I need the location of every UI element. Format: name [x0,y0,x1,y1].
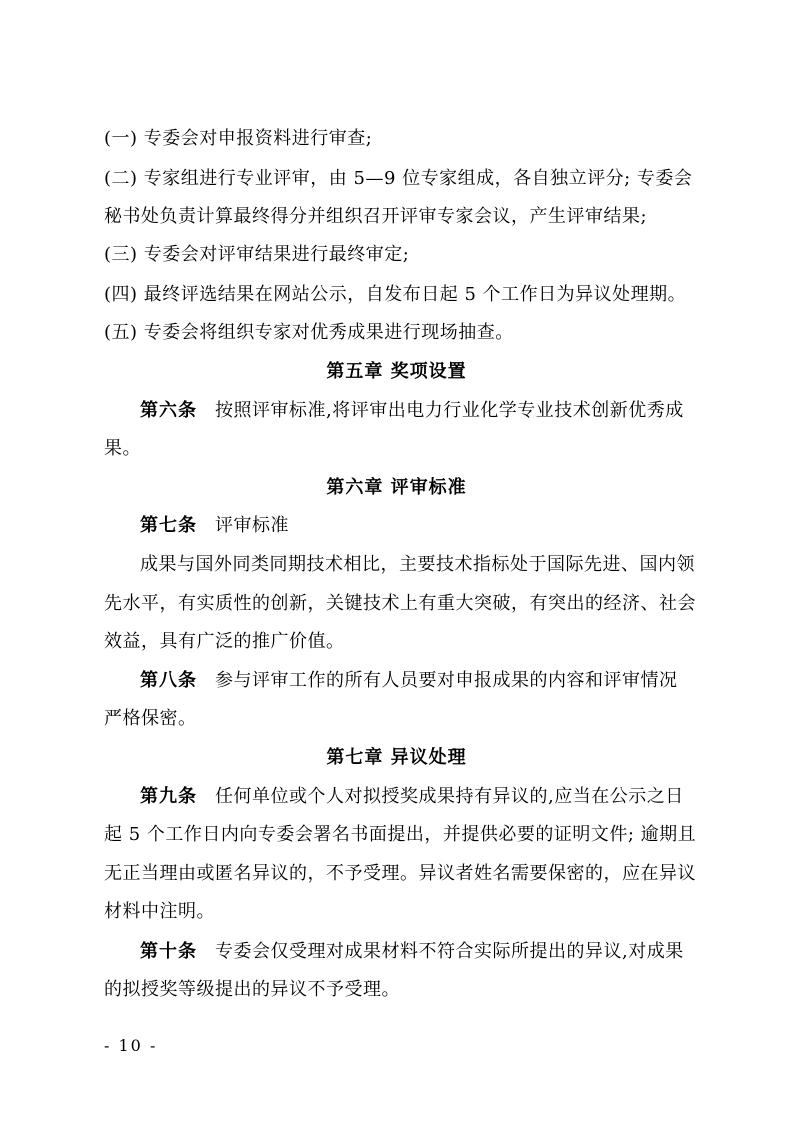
article-6 [140,399,694,423]
article-7 [140,514,694,538]
article-7-label: 第七条 [140,515,197,536]
article-6-text: 按照评审标准,将评审出电力行业化学专业技术创新优秀成 [215,400,684,421]
article-8-label: 第八条 [140,670,197,691]
step-1: (一) 专委会对申报资料进行审查; [104,128,373,149]
article-9-line-4: 材料中注明。 [104,901,215,922]
article-10 [140,940,694,964]
article-8-text: 参与评审工作的所有人员要对申报成果的内容和评审情况 [215,670,678,691]
article-7-para-3: 效益，具有广泛的推广价值。 [104,631,345,652]
article-9-line-3: 无正当理由或匿名异议的，不予受理。异议者姓名需要保密的，应在异议 [104,863,696,884]
article-6-continued: 果。 [104,438,141,459]
chapter-6-heading: 第六章 评审标准 [326,477,467,498]
page-number: - 10 - [104,1036,158,1055]
article-7-para-2: 先水平，有实质性的创新，关键技术上有重大突破，有突出的经济、社会 [104,593,696,614]
article-9 [140,785,694,809]
chapter-7-heading: 第七章 异议处理 [326,747,467,768]
article-7-para-1: 成果与国外同类同期技术相比，主要技术指标处于国际先进、国内领 [140,554,695,575]
article-9-line-2: 起 5 个工作日内向专委会署名书面提出，并提供必要的证明文件; 逾期且 [104,824,697,845]
step-5: (五) 专委会将组织专家对优秀成果进行现场抽查。 [104,322,514,343]
article-6-label: 第六条 [140,400,197,421]
step-4: (四) 最终评选结果在网站公示，自发布日起 5 个工作日为异议处理期。 [104,284,687,305]
article-10-text: 专委会仅受理对成果材料不符合实际所提出的异议,对成果 [215,941,684,962]
article-10-label: 第十条 [140,941,197,962]
article-9-text: 任何单位或个人对拟授奖成果持有异议的,应当在公示之日 [215,786,684,807]
step-3: (三) 专委会对评审结果进行最终审定; [104,244,410,265]
step-2: (二) 专家组进行专业评审，由 5—9 位专家组成，各自独立评分; 专委会 [104,168,693,189]
article-9-label: 第九条 [140,786,197,807]
article-8 [140,669,694,693]
step-2-continued: 秘书处负责计算最终得分并组织召开评审专家会议，产生评审结果; [104,206,648,227]
chapter-5-heading: 第五章 奖项设置 [326,361,467,382]
article-10-continued: 的拟授奖等级提出的异议不予受理。 [104,979,400,1000]
article-7-text: 评审标准 [215,515,289,536]
article-8-continued: 严格保密。 [104,708,197,729]
